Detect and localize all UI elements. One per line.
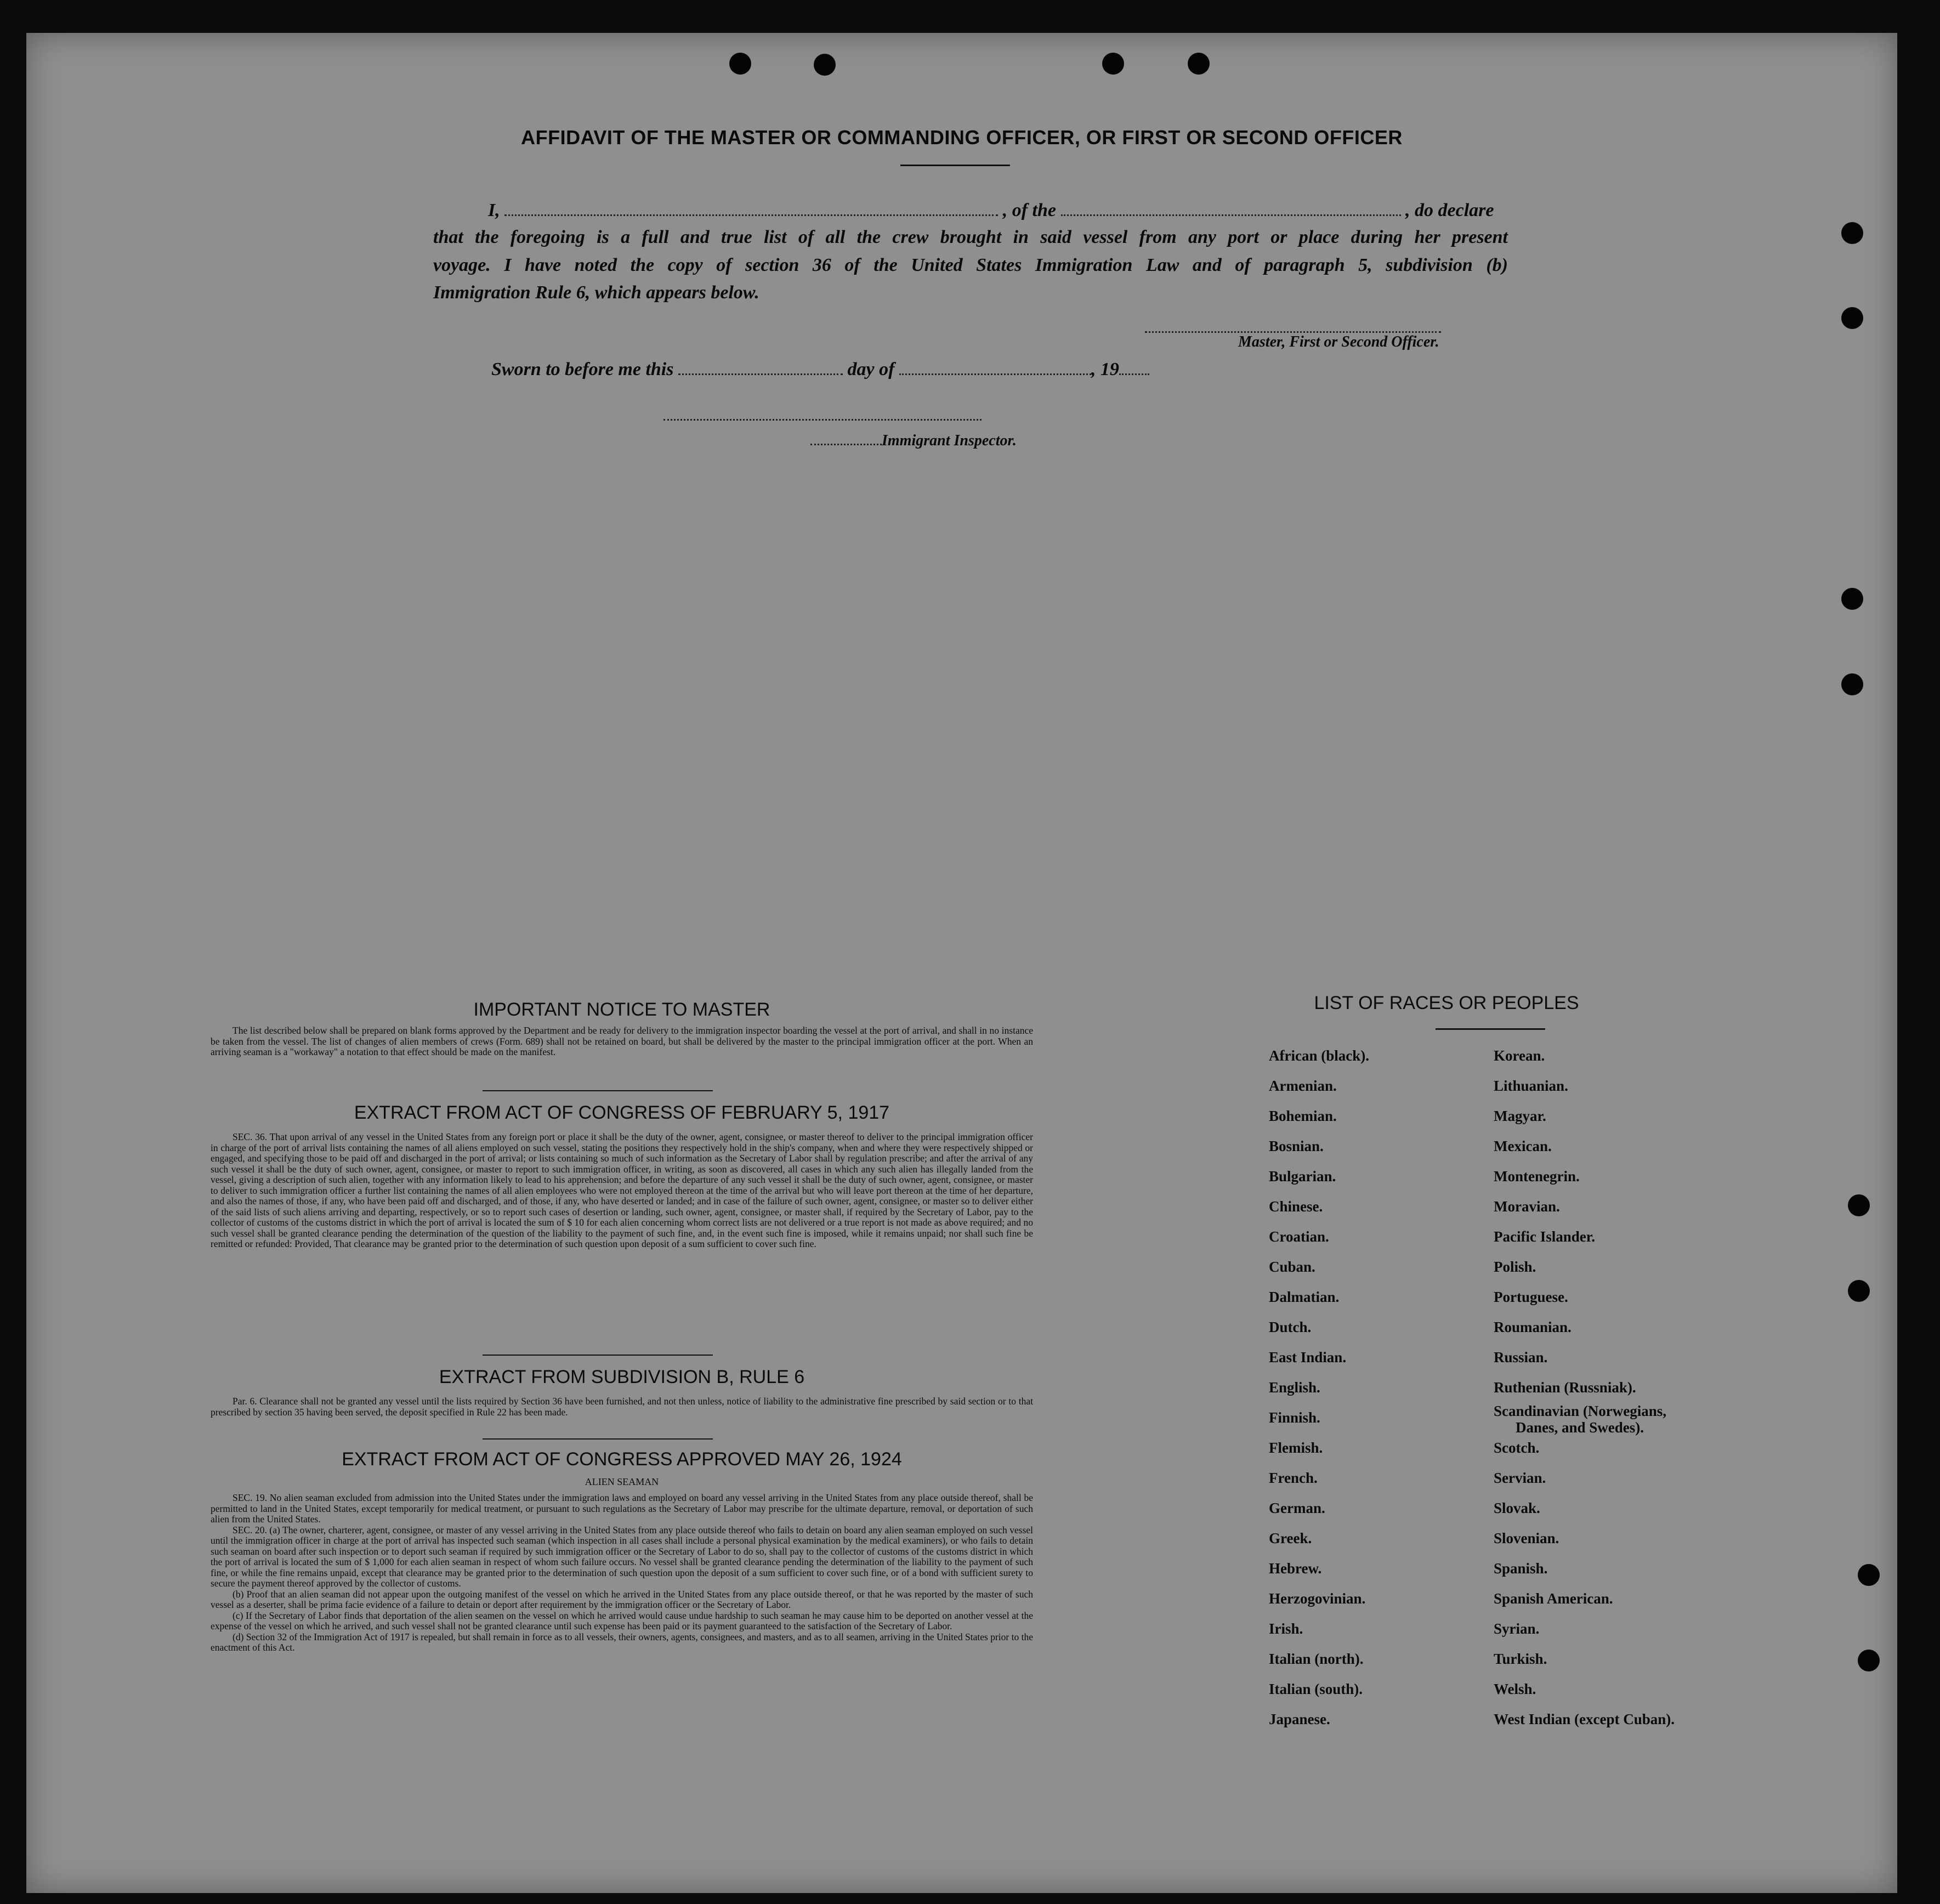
extract-rule6-title: EXTRACT FROM SUBDIVISION B, RULE 6 — [439, 1367, 805, 1387]
race-item: Dalmatian. — [1269, 1289, 1340, 1305]
inspector-signature-field[interactable] — [663, 406, 982, 421]
race-item: Polish. — [1494, 1259, 1536, 1275]
race-item: English. — [1269, 1379, 1320, 1396]
extract-1924-paragraph: SEC. 20. (a) The owner, charterer, agent, consignee, or master of any vessel arriving in the United States from any place outside thereof who fails to detain on board any alien seaman employed on such vessel until the immigration officer in charge at the port of arrival has inspected such seaman (which inspection in all cases shall include a personal physical examination by the medical examiners), or who fails to detain such seaman on board after such inspection or to deport such seaman if required by such immigration officer or the Secretary of Labor to do so, shall pay to the collector of customs of the customs district in which the port of arrival is located the sum of $ 1,000 for each alien seaman in respect of whom such failure occurs. No vessel shall be granted clearance pending the determination of the liability to the payment of such fine, or while the fine remains unpaid, except that clearance may be granted prior to the determination of such question upon the deposit of a sum sufficient to cover such fine, or of a bond with sufficient surety to secure the payment thereof approved by the collector of customs. — [211, 1524, 1033, 1589]
affidavit-line-4: Immigration Rule 6, which appears below. — [433, 282, 759, 303]
master-signature-label: Master, First or Second Officer. — [1238, 333, 1439, 350]
race-item: Herzogovinian. — [1269, 1590, 1366, 1607]
race-item: Italian (south). — [1269, 1681, 1363, 1697]
title-divider — [900, 165, 1010, 166]
punch-hole — [1188, 53, 1210, 75]
race-item: Welsh. — [1494, 1681, 1536, 1697]
race-item: Bulgarian. — [1269, 1168, 1336, 1185]
affidavit-title: AFFIDAVIT OF THE MASTER OR COMMANDING OFFICER, OR FIRST OR SECOND OFFICER — [521, 126, 1403, 149]
document-sheet — [26, 33, 1897, 1893]
race-item: German. — [1269, 1500, 1325, 1516]
sworn-month-field[interactable] — [899, 360, 1091, 375]
race-item: Turkish. — [1494, 1651, 1547, 1667]
declare-text: , do declare — [1405, 200, 1494, 220]
races-title: LIST OF RACES OR PEOPLES — [1314, 993, 1579, 1013]
notice-paragraph: The list described below shall be prepared on blank forms approved by the Department and be ready for delivery to the immigration inspector boarding the vessel at the port of arrival, and shall in no instance be taken from the vessel. The list of changes of alien members of crews (Form. 689) shall not be retained on board, but shall be delivered by the master to the principal immigration officer at the port. When an arriving seaman is a "workaway" a notation to that effect should be made on the manifest. — [211, 1025, 1033, 1057]
race-item: Chinese. — [1269, 1198, 1323, 1215]
extract-rule6-text — [211, 1396, 1033, 1418]
race-item: Korean. — [1494, 1047, 1545, 1064]
race-item: Japanese. — [1269, 1711, 1330, 1727]
race-item: Moravian. — [1494, 1198, 1560, 1215]
race-item: African (black). — [1269, 1047, 1369, 1064]
race-item: Mexican. — [1494, 1138, 1552, 1154]
race-item: Irish. — [1269, 1620, 1303, 1637]
extract-1917-text — [211, 1132, 1033, 1250]
section-divider — [483, 1090, 713, 1091]
extract-1924-subtitle: ALIEN SEAMAN — [585, 1476, 659, 1487]
race-item: Dutch. — [1269, 1319, 1312, 1335]
race-item: Flemish. — [1269, 1440, 1323, 1456]
extract-1924-paragraph: (b) Proof that an alien seaman did not appear upon the outgoing manifest of the vessel on which he arrived in the United States from any place outside thereof, or that he was reported by the master of such vessel as a deserter, shall be prima facie evidence of a failure to detain or deport after requirement by the immigration officer or the Secretary of Labor. — [211, 1588, 1033, 1610]
punch-hole — [1102, 53, 1124, 75]
race-item: Slovenian. — [1494, 1530, 1559, 1546]
races-divider — [1436, 1028, 1545, 1030]
notice-text — [211, 1025, 1033, 1058]
race-item: Portuguese. — [1494, 1289, 1568, 1305]
affidavit-line-3: voyage. I have noted the copy of section 36 of the United States Immigration Law and of paragraph 5, subdivision (b) — [433, 255, 1508, 275]
race-item: Croatian. — [1269, 1228, 1329, 1245]
race-item: West Indian (except Cuban). — [1494, 1711, 1675, 1727]
race-item: Syrian. — [1494, 1620, 1540, 1637]
punch-hole — [1841, 222, 1863, 244]
sworn-day-field[interactable] — [678, 360, 843, 375]
extract-1924-paragraph: (d) Section 32 of the Immigration Act of 1917 is repealed, but shall remain in force as to all vessels, their owners, agents, consignees, and masters, and as to all seamen, arriving in the United States prior to the enactment of this Act. — [211, 1631, 1033, 1653]
section-divider — [483, 1355, 713, 1356]
inspector-line — [810, 430, 1017, 450]
vessel-name-field[interactable] — [1061, 201, 1401, 216]
extract-1917-paragraph: SEC. 36. That upon arrival of any vessel in the United States from any foreign port or place it shall be the duty of the owner, agent, consignee, or master thereof to deliver to the principal immigration officer in charge of the port of arrival lists containing the names of all aliens employed on such vessel, stating the positions they respectively hold in the ship's company, when and where they were respectively shipped or engaged, and specifying those to be paid off and discharged in the port of arrival; or lists containing so much of such information as the Secretary of Labor shall by regulation prescribe; and after the arrival of any such vessel it shall be the duty of such owner, agent, consignee, or master to report to such immigration officer, in writing, as soon as discovered, all cases in which any such alien has illegally landed from the vessel, giving a description of such alien, together with any information likely to lead to his apprehension; and before the departure of any such vessel it shall be the duty of such owner, agent, consignee, or master to deliver to such immigration officer a further list containing the names of all alien employees who were not employed thereon at the time of the arrival but who will leave port thereon at the time of her departure, and also the names of those, if any, who have been paid off and discharged, and of those, if any, who have deserted or landed; and in case of the failure of such owner, agent, consignee, or master so to deliver either of the said lists of such aliens arriving and departing, respectively, or so to report such cases of desertion or landing, such owner, agent, consignee, or master shall, if required by the Secretary of Labor, pay to the collector of customs of the customs district in which the port of arrival is located the sum of $ 10 for each alien concerning whom correct lists are not delivered or a true report is not made as above required; and no such vessel shall be granted clearance pending the determination of the question of the liability to the payment of such fine, and, in the event such fine is imposed, while it remains unpaid; nor shall such fine be remitted or refunded: Provided, That clearance may be granted prior to the determination of such question upon deposit of a sum sufficient to cover such fine. — [211, 1131, 1033, 1249]
declarant-name-field[interactable] — [504, 201, 998, 216]
master-signature-field[interactable] — [1145, 318, 1441, 333]
race-item: French. — [1269, 1470, 1318, 1486]
race-item: Hebrew. — [1269, 1560, 1322, 1577]
punch-hole — [1841, 588, 1863, 610]
race-item: Armenian. — [1269, 1078, 1337, 1094]
notice-title: IMPORTANT NOTICE TO MASTER — [473, 999, 770, 1020]
race-item: Spanish. — [1494, 1560, 1548, 1577]
race-item-continuation: Danes, and Swedes). — [1516, 1419, 1644, 1436]
punch-hole — [1858, 1564, 1880, 1586]
race-item: Montenegrin. — [1494, 1168, 1580, 1185]
affidavit-line-2: that the foregoing is a full and true list of all the crew brought in said vessel from any port or place during her present — [433, 227, 1508, 247]
race-item: Russian. — [1494, 1349, 1548, 1365]
punch-hole — [1848, 1280, 1870, 1302]
race-item: Finnish. — [1269, 1409, 1320, 1426]
declarant-prefix: I, — [488, 200, 500, 220]
race-item: Italian (north). — [1269, 1651, 1364, 1667]
extract-1924-title: EXTRACT FROM ACT OF CONGRESS APPROVED MAY 26, 1924 — [342, 1449, 902, 1470]
sworn-year-field[interactable] — [1119, 360, 1149, 375]
punch-hole — [1858, 1650, 1880, 1671]
extract-1924-text — [211, 1493, 1033, 1653]
section-divider — [483, 1438, 713, 1440]
year-prefix: , 19 — [1091, 359, 1119, 379]
race-item: Greek. — [1269, 1530, 1312, 1546]
sworn-text: Sworn to before me this — [491, 359, 674, 379]
extract-rule6-paragraph: Par. 6. Clearance shall not be granted any vessel until the lists required by Section 36 have been furnished, and not then unless, notice of liability to the administrative fine prescribed by said section or to that prescribed by section 35 having been served, the deposit specified in Rule 22 has been made. — [211, 1396, 1033, 1418]
inspector-label: Immigrant Inspector. — [882, 432, 1017, 449]
punch-hole — [1841, 673, 1863, 695]
day-of-text: day of — [847, 359, 895, 379]
race-item: Slovak. — [1494, 1500, 1540, 1516]
punch-hole — [1841, 307, 1863, 329]
race-item: Ruthenian (Russniak). — [1494, 1379, 1636, 1396]
extract-1924-paragraph: SEC. 19. No alien seaman excluded from admission into the United States under the immigration laws and employed on board any vessel arriving in the United States from any place outside thereof, shall be permitted to land in the United States, except temporarily for medical treatment, or pursuant to such regulations as the Secretary of Labor may prescribe for the ultimate departure, removal, or deportation of such alien from the United States. — [211, 1492, 1033, 1525]
race-item: Magyar. — [1494, 1108, 1546, 1124]
race-item: East Indian. — [1269, 1349, 1347, 1365]
extract-1917-title: EXTRACT FROM ACT OF CONGRESS OF FEBRUARY 5, 1917 — [354, 1102, 890, 1123]
race-item: Cuban. — [1269, 1259, 1315, 1275]
sworn-line — [491, 359, 1149, 380]
punch-hole — [814, 54, 836, 76]
extract-1924-paragraph: (c) If the Secretary of Labor finds that deportation of the alien seamen on the vessel on which he arrived would cause undue hardship to such seaman he may cause him to be deported on another vessel at the expense of the vessel on which he arrived, and such vessel shall not be granted clearance until such expense has been paid or its payment guaranteed to the satisfaction of the Secretary of Labor. — [211, 1610, 1033, 1631]
punch-hole — [1848, 1194, 1870, 1216]
affidavit-line-1 — [488, 200, 1508, 221]
race-item: Scotch. — [1494, 1440, 1540, 1456]
race-item: Lithuanian. — [1494, 1078, 1568, 1094]
race-item: Bohemian. — [1269, 1108, 1337, 1124]
vessel-prefix: , of the — [1002, 200, 1057, 220]
punch-hole — [729, 53, 751, 75]
race-item: Roumanian. — [1494, 1319, 1572, 1335]
race-item: Scandinavian (Norwegians, — [1494, 1403, 1667, 1419]
inspector-name-field[interactable] — [810, 430, 882, 445]
race-item: Servian. — [1494, 1470, 1546, 1486]
race-item: Spanish American. — [1494, 1590, 1613, 1607]
race-item: Pacific Islander. — [1494, 1228, 1595, 1245]
race-item: Bosnian. — [1269, 1138, 1324, 1154]
